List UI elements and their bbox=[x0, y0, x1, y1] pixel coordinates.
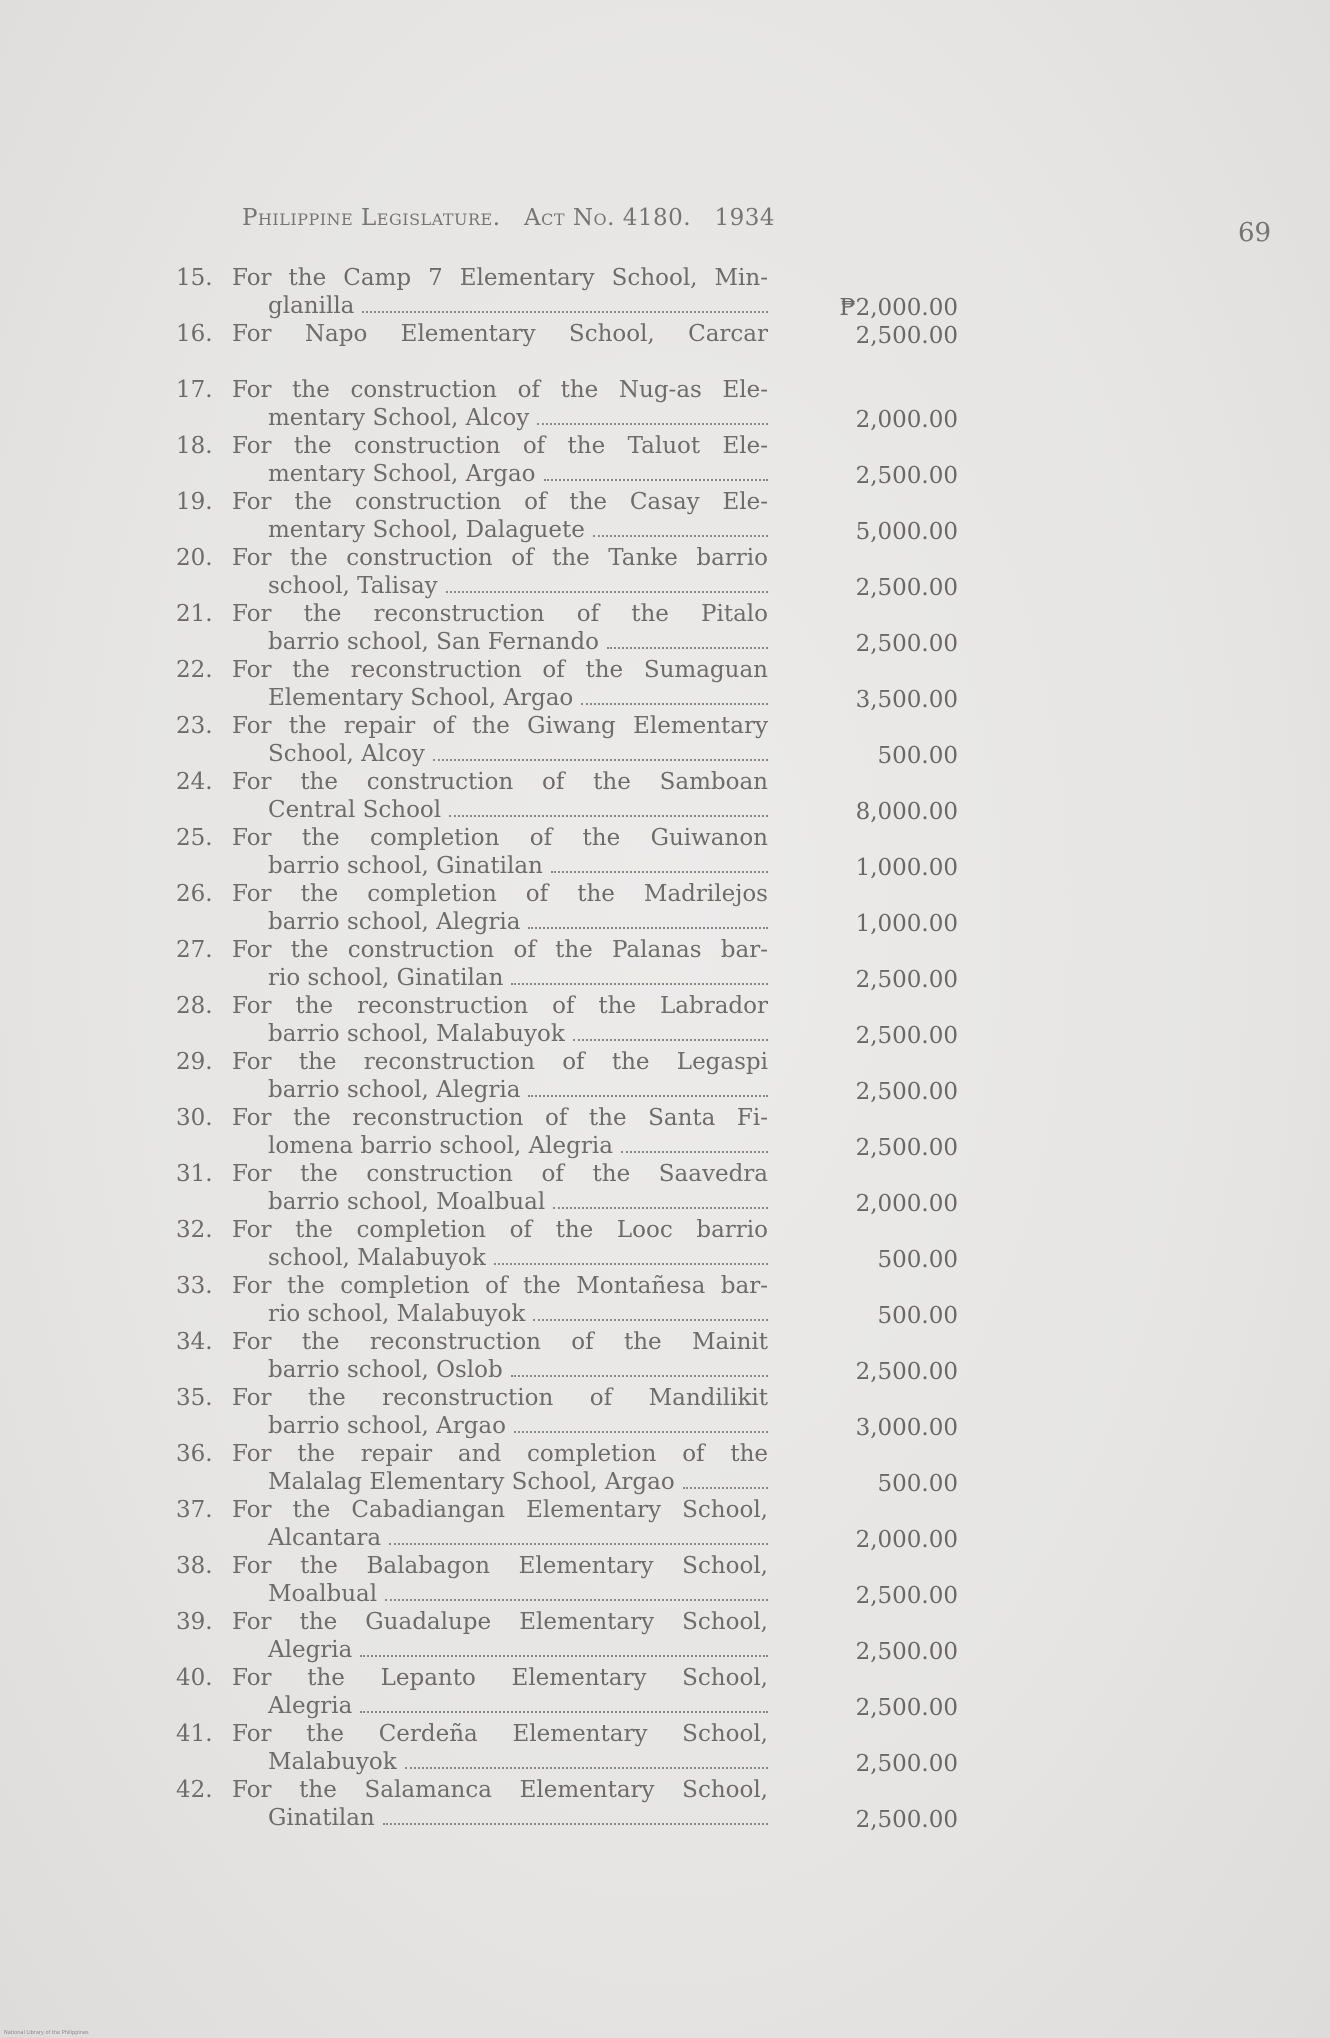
leader-dots bbox=[360, 1636, 768, 1657]
item-number: 26. bbox=[176, 881, 213, 907]
leader-dots bbox=[533, 1300, 768, 1321]
list-item bbox=[0, 1104, 1330, 1160]
item-description: For the reconstruction of the Santa Fi- bbox=[232, 1105, 768, 1131]
item-number: 21. bbox=[176, 601, 213, 627]
item-amount: 2,500.00 bbox=[855, 323, 958, 349]
item-amount: 2,500.00 bbox=[855, 1639, 958, 1665]
leader-dots bbox=[683, 1468, 768, 1489]
leader-dots bbox=[433, 740, 768, 761]
item-description-continued bbox=[268, 1748, 768, 1776]
item-description-continued bbox=[268, 908, 768, 936]
leader-dots bbox=[553, 1188, 768, 1209]
item-number: 33. bbox=[176, 1273, 213, 1299]
page-number: 69 bbox=[1238, 218, 1272, 248]
item-amount: 2,000.00 bbox=[855, 1527, 958, 1553]
item-location: Central School bbox=[268, 797, 442, 823]
item-location: glanilla bbox=[268, 293, 355, 319]
item-amount: 1,000.00 bbox=[855, 855, 958, 881]
list-item bbox=[0, 1216, 1330, 1272]
item-description-continued bbox=[268, 852, 768, 880]
item-location: barrio school, Malabuyok bbox=[268, 1021, 565, 1047]
item-description: For the completion of the Madrilejos bbox=[232, 881, 768, 907]
item-amount: 2,500.00 bbox=[855, 463, 958, 489]
item-location: school, Malabuyok bbox=[268, 1245, 486, 1271]
item-amount: 2,500.00 bbox=[855, 1751, 958, 1777]
item-amount: 1,000.00 bbox=[855, 911, 958, 937]
item-amount: 2,500.00 bbox=[855, 1023, 958, 1049]
item-location: rio school, Malabuyok bbox=[268, 1301, 526, 1327]
item-location: barrio school, Argao bbox=[268, 1413, 506, 1439]
item-location: school, Talisay bbox=[268, 573, 438, 599]
item-location: Alegria bbox=[268, 1637, 353, 1663]
list-item bbox=[0, 1048, 1330, 1104]
item-number: 20. bbox=[176, 545, 213, 571]
item-description: For the reconstruction of the Mainit bbox=[232, 1329, 768, 1355]
item-location: Ginatilan bbox=[268, 1805, 375, 1831]
item-amount: 500.00 bbox=[877, 1471, 958, 1497]
item-description-continued bbox=[268, 740, 768, 768]
list-item bbox=[0, 488, 1330, 544]
item-description-continued bbox=[268, 1804, 768, 1832]
item-number: 36. bbox=[176, 1441, 213, 1467]
list-item bbox=[0, 1664, 1330, 1720]
list-item bbox=[0, 1720, 1330, 1776]
item-number: 24. bbox=[176, 769, 213, 795]
list-item bbox=[0, 376, 1330, 432]
item-location: mentary School, Dalaguete bbox=[268, 517, 585, 543]
item-description-continued bbox=[268, 1020, 768, 1048]
item-location: Elementary School, Argao bbox=[268, 685, 574, 711]
item-location: Alcantara bbox=[268, 1525, 382, 1551]
leader-dots bbox=[593, 516, 768, 537]
item-description: For the construction of the Samboan bbox=[232, 769, 768, 795]
leader-dots bbox=[551, 852, 768, 873]
item-description-continued bbox=[268, 460, 768, 488]
item-amount: 2,500.00 bbox=[855, 1135, 958, 1161]
list-item bbox=[0, 1496, 1330, 1552]
leader-dots bbox=[362, 292, 768, 313]
item-description-continued bbox=[268, 628, 768, 656]
list-item bbox=[0, 432, 1330, 488]
item-description: For the reconstruction of the Pitalo bbox=[232, 601, 768, 627]
item-description: For the Cerdeña Elementary School, bbox=[232, 1721, 768, 1747]
list-item bbox=[0, 264, 1330, 320]
item-location: barrio school, Oslob bbox=[268, 1357, 503, 1383]
leader-dots bbox=[607, 628, 768, 649]
item-description: For the Lepanto Elementary School, bbox=[232, 1665, 768, 1691]
item-number: 29. bbox=[176, 1049, 213, 1075]
leader-dots bbox=[383, 1804, 768, 1825]
leader-dots bbox=[511, 964, 768, 985]
item-amount: 2,000.00 bbox=[855, 1191, 958, 1217]
item-description: For the repair of the Giwang Elementary bbox=[232, 713, 768, 739]
item-description-continued bbox=[268, 572, 768, 600]
item-amount: 2,500.00 bbox=[855, 1807, 958, 1833]
item-location: barrio school, Alegria bbox=[268, 909, 521, 935]
item-description-continued bbox=[268, 1188, 768, 1216]
item-amount: 2,000.00 bbox=[855, 407, 958, 433]
item-location: lomena barrio school, Alegria bbox=[268, 1133, 613, 1159]
item-amount: 3,000.00 bbox=[855, 1415, 958, 1441]
list-item bbox=[0, 320, 1330, 376]
list-item bbox=[0, 1384, 1330, 1440]
item-amount: 500.00 bbox=[877, 1303, 958, 1329]
leader-dots bbox=[446, 572, 768, 593]
item-amount: 3,500.00 bbox=[855, 687, 958, 713]
item-amount: ₱2,000.00 bbox=[839, 295, 958, 321]
item-number: 32. bbox=[176, 1217, 213, 1243]
item-location: Malalag Elementary School, Argao bbox=[268, 1469, 675, 1495]
list-item bbox=[0, 1272, 1330, 1328]
item-description: For the construction of the Casay Ele- bbox=[232, 489, 768, 515]
leader-dots bbox=[544, 460, 769, 481]
item-description-continued bbox=[268, 404, 768, 432]
running-title: Philippine Legislature. bbox=[242, 205, 501, 231]
item-description-continued bbox=[268, 292, 768, 320]
item-description: For the construction of the Tanke barrio bbox=[232, 545, 768, 571]
item-location: Malabuyok bbox=[268, 1749, 397, 1775]
item-description: For the completion of the Guiwanon bbox=[232, 825, 768, 851]
item-number: 38. bbox=[176, 1553, 213, 1579]
list-item bbox=[0, 1160, 1330, 1216]
item-description-continued bbox=[268, 964, 768, 992]
list-item bbox=[0, 768, 1330, 824]
item-number: 25. bbox=[176, 825, 213, 851]
list-item bbox=[0, 1552, 1330, 1608]
item-number: 37. bbox=[176, 1497, 213, 1523]
item-number: 28. bbox=[176, 993, 213, 1019]
item-amount: 2,500.00 bbox=[855, 967, 958, 993]
item-description-continued bbox=[268, 1524, 768, 1552]
list-item bbox=[0, 600, 1330, 656]
item-amount: 5,000.00 bbox=[855, 519, 958, 545]
item-amount: 500.00 bbox=[877, 743, 958, 769]
list-item bbox=[0, 992, 1330, 1048]
item-description-continued bbox=[268, 796, 768, 824]
leader-dots bbox=[514, 1412, 768, 1433]
item-amount: 2,500.00 bbox=[855, 1695, 958, 1721]
item-description: For the Salamanca Elementary School, bbox=[232, 1777, 768, 1803]
list-item bbox=[0, 656, 1330, 712]
item-number: 23. bbox=[176, 713, 213, 739]
item-location: mentary School, Argao bbox=[268, 461, 536, 487]
item-number: 31. bbox=[176, 1161, 213, 1187]
item-description: For the construction of the Palanas bar- bbox=[232, 937, 768, 963]
item-description: For the completion of the Looc barrio bbox=[232, 1217, 768, 1243]
leader-dots bbox=[573, 1020, 768, 1041]
leader-dots bbox=[385, 1580, 768, 1601]
item-location: School, Alcoy bbox=[268, 741, 425, 767]
item-description: For the Camp 7 Elementary School, Min- bbox=[232, 265, 768, 291]
list-item bbox=[0, 1440, 1330, 1496]
item-description-continued bbox=[268, 1300, 768, 1328]
item-description-continued bbox=[268, 684, 768, 712]
item-description-continued bbox=[268, 516, 768, 544]
item-location: barrio school, Moalbual bbox=[268, 1189, 546, 1215]
item-number: 39. bbox=[176, 1609, 213, 1635]
leader-dots bbox=[389, 1524, 768, 1545]
item-location: barrio school, Ginatilan bbox=[268, 853, 543, 879]
item-description: For the reconstruction of the Legaspi bbox=[232, 1049, 768, 1075]
item-amount: 2,500.00 bbox=[855, 1583, 958, 1609]
item-description-continued bbox=[268, 1132, 768, 1160]
list-item bbox=[0, 1328, 1330, 1384]
item-description: For the completion of the Montañesa bar- bbox=[232, 1273, 768, 1299]
item-number: 30. bbox=[176, 1105, 213, 1131]
running-header bbox=[242, 205, 775, 231]
year: 1934 bbox=[714, 205, 776, 231]
footer-credit: National Library of the Philippines bbox=[4, 2030, 89, 2036]
item-description-continued bbox=[268, 1244, 768, 1272]
leader-dots bbox=[449, 796, 768, 817]
list-item bbox=[0, 1776, 1330, 1832]
item-description-continued bbox=[268, 1580, 768, 1608]
leader-dots bbox=[528, 1076, 768, 1097]
item-number: 42. bbox=[176, 1777, 213, 1803]
item-number: 34. bbox=[176, 1329, 213, 1355]
list-item bbox=[0, 824, 1330, 880]
item-description: For Napo Elementary School, Carcar bbox=[232, 321, 768, 347]
item-number: 17. bbox=[176, 377, 213, 403]
item-description: For the Guadalupe Elementary School, bbox=[232, 1609, 768, 1635]
item-location: Moalbual bbox=[268, 1581, 378, 1607]
item-description-continued bbox=[268, 1636, 768, 1664]
list-item bbox=[0, 544, 1330, 600]
item-number: 22. bbox=[176, 657, 213, 683]
item-location: mentary School, Alcoy bbox=[268, 405, 530, 431]
item-description: For the Balabagon Elementary School, bbox=[232, 1553, 768, 1579]
item-location: rio school, Ginatilan bbox=[268, 965, 504, 991]
item-description: For the reconstruction of the Sumaguan bbox=[232, 657, 768, 683]
item-location: Alegria bbox=[268, 1693, 353, 1719]
item-number: 35. bbox=[176, 1385, 213, 1411]
item-amount: 2,500.00 bbox=[855, 1359, 958, 1385]
leader-dots bbox=[360, 1692, 768, 1713]
list-item bbox=[0, 1608, 1330, 1664]
leader-dots bbox=[537, 404, 768, 425]
item-description: For the reconstruction of Mandilikit bbox=[232, 1385, 768, 1411]
list-item bbox=[0, 712, 1330, 768]
item-description: For the construction of the Taluot Ele- bbox=[232, 433, 768, 459]
item-number: 19. bbox=[176, 489, 213, 515]
leader-dots bbox=[405, 1748, 768, 1769]
act-number: Act No. 4180. bbox=[524, 205, 692, 231]
leader-dots bbox=[528, 908, 768, 929]
list-item bbox=[0, 936, 1330, 992]
item-description: For the construction of the Saavedra bbox=[232, 1161, 768, 1187]
item-location: barrio school, Alegria bbox=[268, 1077, 521, 1103]
item-amount: 2,500.00 bbox=[855, 1079, 958, 1105]
leader-dots bbox=[511, 1356, 768, 1377]
item-description: For the repair and completion of the bbox=[232, 1441, 768, 1467]
item-description: For the Cabadiangan Elementary School, bbox=[232, 1497, 768, 1523]
item-number: 15. bbox=[176, 265, 213, 291]
item-amount: 2,500.00 bbox=[855, 631, 958, 657]
item-number: 18. bbox=[176, 433, 213, 459]
item-description-continued bbox=[268, 1412, 768, 1440]
item-description: For the reconstruction of the Labrador bbox=[232, 993, 768, 1019]
item-amount: 500.00 bbox=[877, 1247, 958, 1273]
item-description-continued bbox=[268, 1356, 768, 1384]
item-number: 40. bbox=[176, 1665, 213, 1691]
list-item bbox=[0, 880, 1330, 936]
item-amount: 8,000.00 bbox=[855, 799, 958, 825]
leader-dots bbox=[581, 684, 768, 705]
item-number: 16. bbox=[176, 321, 213, 347]
leader-dots bbox=[621, 1132, 768, 1153]
leader-dots bbox=[494, 1244, 768, 1265]
item-description-continued bbox=[268, 1076, 768, 1104]
item-description: For the construction of the Nug-as Ele- bbox=[232, 377, 768, 403]
item-number: 41. bbox=[176, 1721, 213, 1747]
item-description-continued bbox=[268, 1692, 768, 1720]
item-location: barrio school, San Fernando bbox=[268, 629, 599, 655]
item-amount: 2,500.00 bbox=[855, 575, 958, 601]
item-description-continued bbox=[268, 1468, 768, 1496]
item-number: 27. bbox=[176, 937, 213, 963]
